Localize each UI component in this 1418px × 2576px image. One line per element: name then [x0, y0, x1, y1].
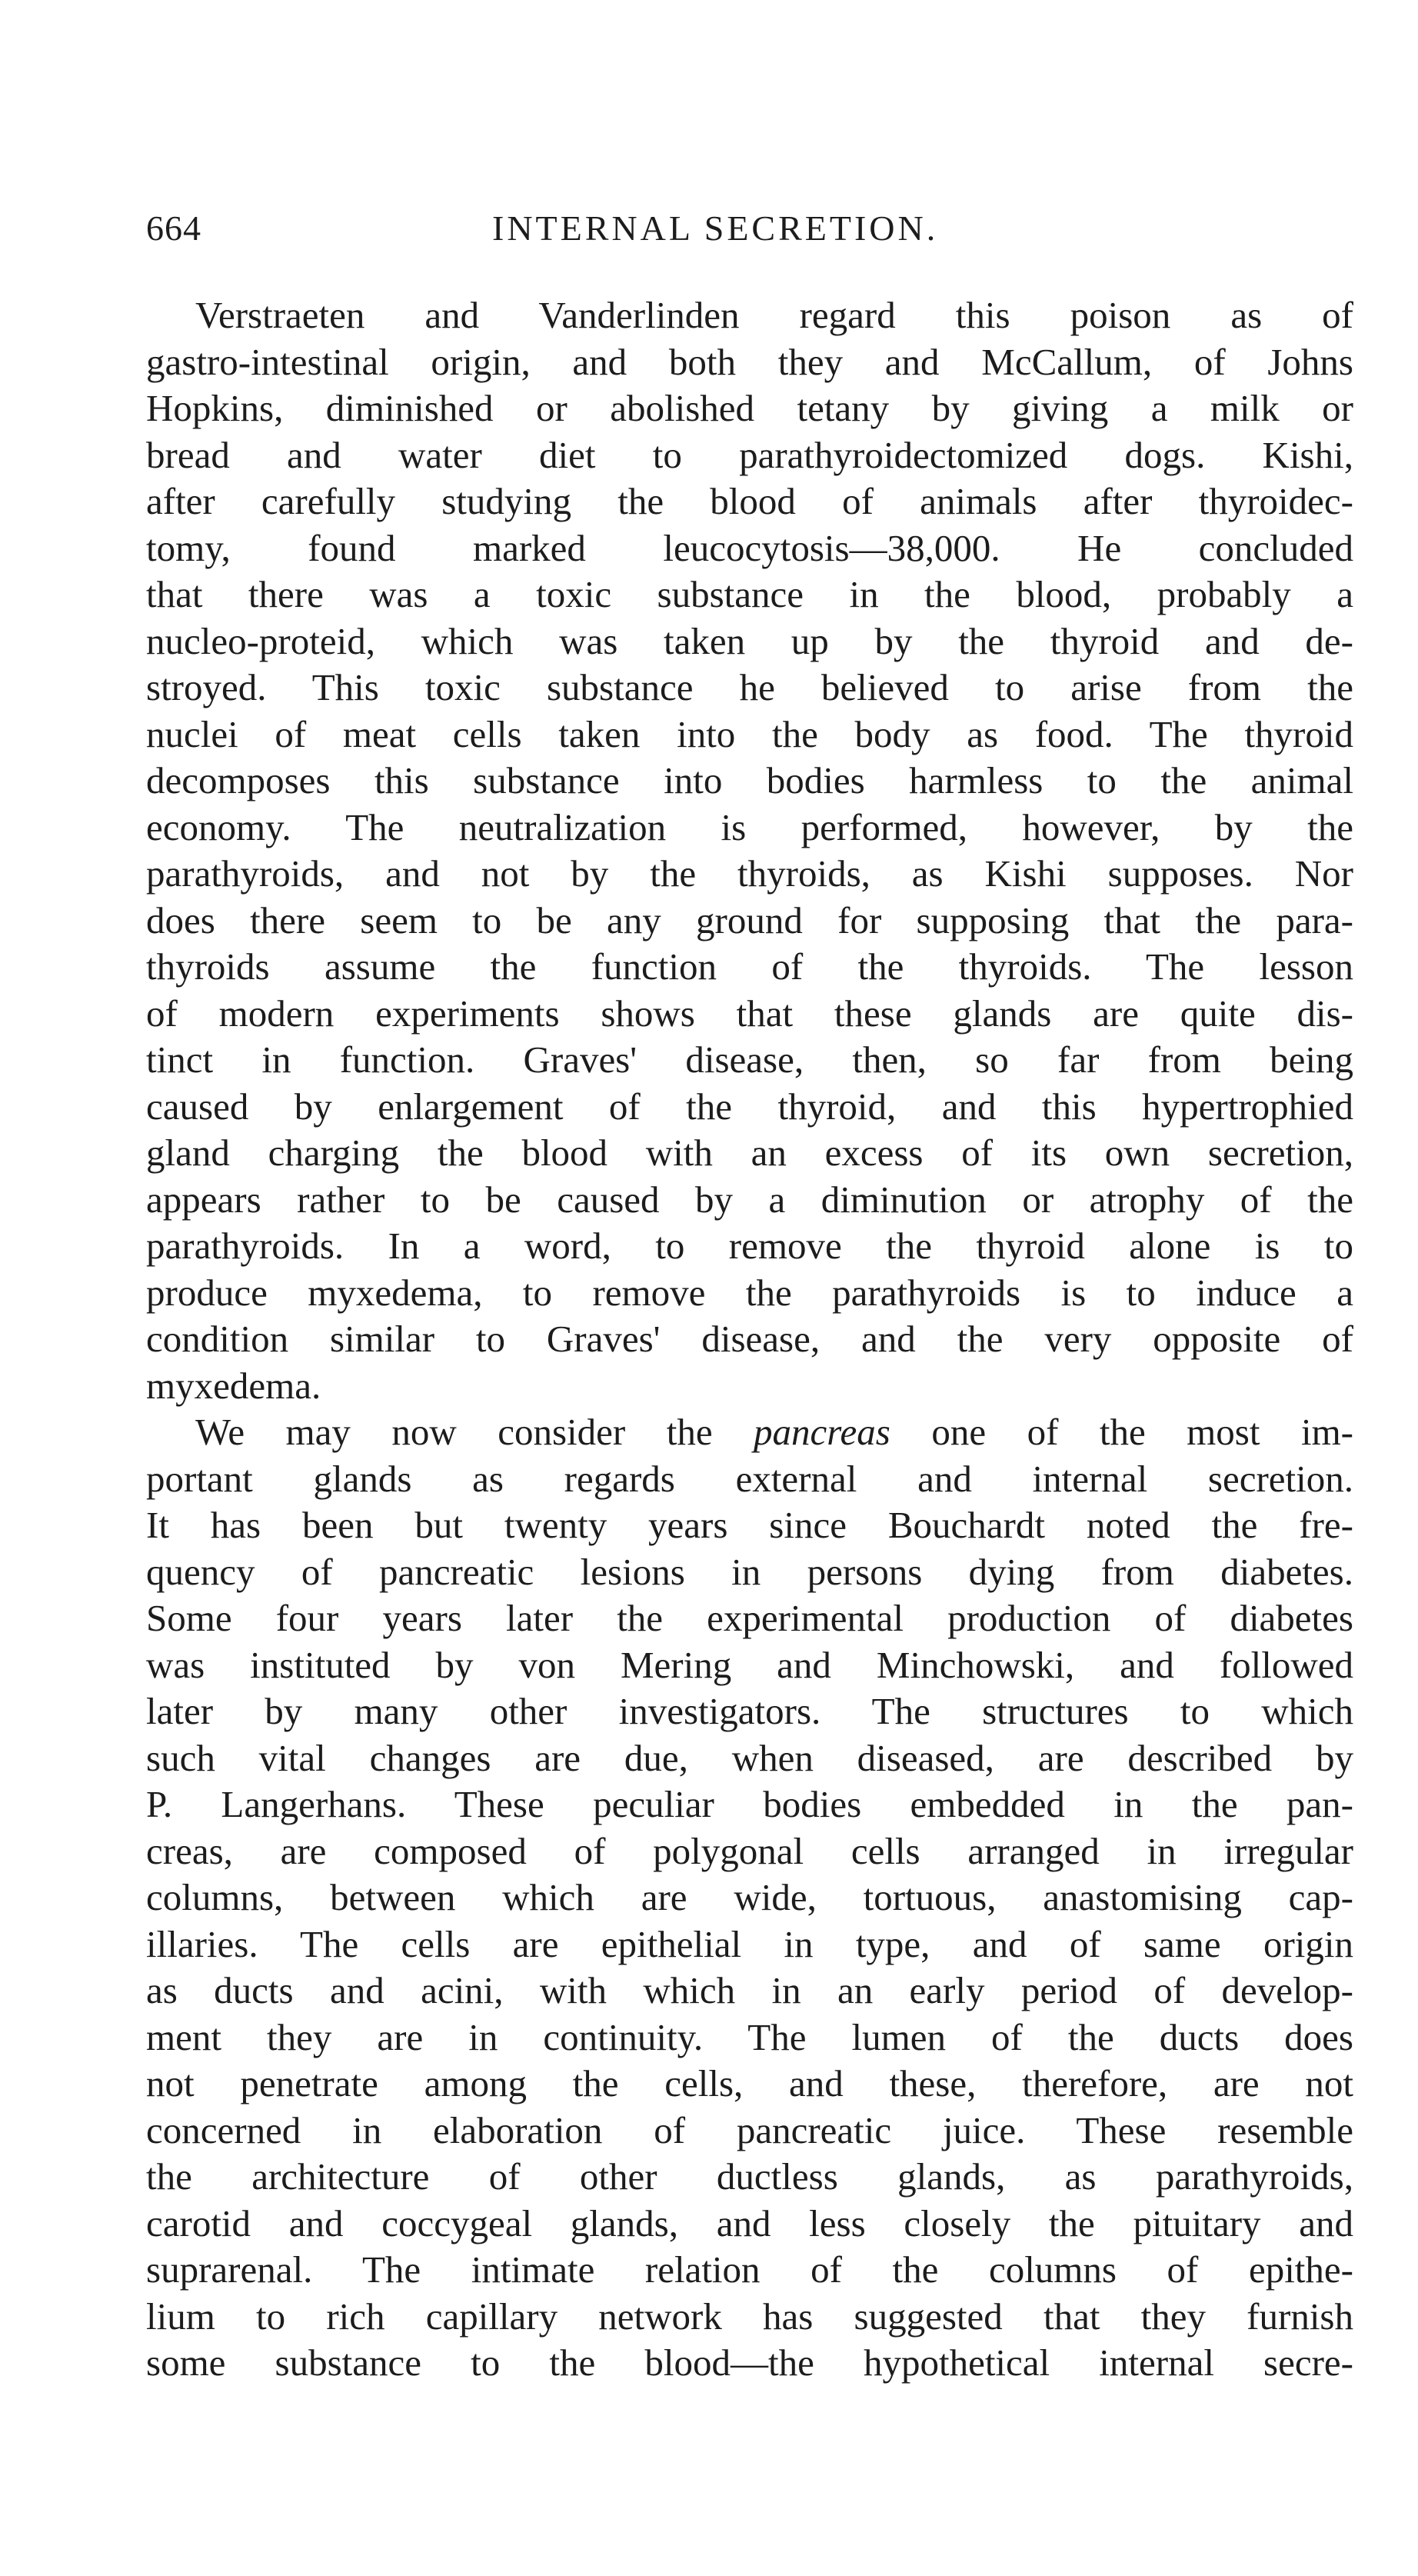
text-line: caused by enlargement of the thyroid, and this hypertrophied — [146, 1085, 1353, 1128]
text-line: concerned in elaboration of pancreatic juice. These resemble — [146, 2108, 1353, 2151]
text-line: ment they are in continuity. The lumen of the ducts does — [146, 2015, 1353, 2058]
text-line: gastro-intestinal origin, and both they and McCallum, of Johns — [146, 340, 1353, 383]
text-line: condition similar to Graves' disease, and the very opposite of — [146, 1318, 1353, 1360]
text-line: P. Langerhans. These peculiar bodies embedded in the pan- — [146, 1783, 1353, 1825]
text-line: Hopkins, diminished or abolished tetany by giving a milk or — [146, 387, 1353, 429]
text-line: portant glands as regards external and internal secretion. — [146, 1457, 1353, 1500]
text-line: produce myxedema, to remove the parathyroids is to induce a — [146, 1271, 1353, 1314]
text-line: quency of pancreatic lesions in persons dying from diabetes. — [146, 1550, 1353, 1593]
body-text — [146, 292, 1353, 2387]
text-line: columns, between which are wide, tortuous, anastomising cap- — [146, 1876, 1353, 1918]
text-line: does there seem to be any ground for supposing that the para- — [146, 898, 1353, 941]
text-line: illaries. The cells are epithelial in type, and of same origin — [146, 1922, 1353, 1965]
text-line: parathyroids. In a word, to remove the thyroid alone is to — [146, 1225, 1353, 1267]
text-line: Some four years later the experimental production of diabetes — [146, 1597, 1353, 1639]
text-line: decomposes this substance into bodies harmless to the animal — [146, 759, 1353, 801]
text-line: appears rather to be caused by a diminution or atrophy of the — [146, 1178, 1353, 1221]
text-run: one of the most im- — [890, 1411, 1353, 1453]
text-line: later by many other investigators. The structures to which — [146, 1690, 1353, 1732]
text-line — [146, 1409, 1353, 1456]
text-line: It has been but twenty years since Bouchardt noted the fre- — [146, 1504, 1353, 1546]
text-line: thyroids assume the function of the thyroids. The lesson — [146, 945, 1353, 988]
page-number: 664 — [146, 208, 201, 248]
text-line: of modern experiments shows that these glands are quite dis- — [146, 991, 1353, 1035]
text-line: creas, are composed of polygonal cells arranged in irregular — [146, 1829, 1353, 1872]
text-line: as ducts and acini, with which in an early period of develop- — [146, 1969, 1353, 2011]
text-line: suprarenal. The intimate relation of the columns of epithe- — [146, 2248, 1353, 2291]
text-line: stroyed. This toxic substance he believed to arise from the — [146, 666, 1353, 708]
text-line: was instituted by von Mering and Minchowski, and followed — [146, 1643, 1353, 1686]
text-line: carotid and coccygeal glands, and less closely the pituitary and — [146, 2201, 1353, 2244]
text-line: bread and water diet to parathyroidectomized dogs. Kishi, — [146, 433, 1353, 476]
text-line: parathyroids, and not by the thyroids, as Kishi supposes. Nor — [146, 852, 1353, 895]
text-line: gland charging the blood with an excess of its own secretion, — [146, 1131, 1353, 1174]
text-line: tomy, found marked leucocytosis—38,000. He concluded — [146, 526, 1353, 569]
text-line: Verstraeten and Vanderlinden regard this poison as of — [195, 294, 1353, 336]
text-line: not penetrate among the cells, and these, therefore, are not — [146, 2062, 1353, 2104]
text-line: nuclei of meat cells taken into the body as food. The thyroid — [146, 712, 1353, 755]
text-line: economy. The neutralization is performed, however, by the — [146, 805, 1353, 848]
text-line: the architecture of other ductless glands, as parathyroids, — [146, 2155, 1353, 2198]
text-line: such vital changes are due, when diseased, are described by — [146, 1736, 1353, 1779]
page-header — [146, 208, 1346, 262]
text-line: tinct in function. Graves' disease, then, so far from being — [146, 1038, 1353, 1081]
text-line: that there was a toxic substance in the blood, probably a — [146, 573, 1353, 615]
text-line: lium to rich capillary network has suggested that they furnish — [146, 2294, 1353, 2338]
text-line: myxedema. — [146, 1364, 321, 1407]
italic-term: pancreas — [754, 1411, 890, 1453]
text-line: some substance to the blood—the hypothetical internal secre- — [146, 2341, 1353, 2384]
text-line: after carefully studying the blood of animals after thyroidec- — [146, 480, 1353, 522]
text-run: We may now consider the — [195, 1411, 754, 1453]
running-head: INTERNAL SECRETION. — [492, 208, 939, 248]
text-line: nucleo-proteid, which was taken up by the thyroid and de- — [146, 619, 1353, 662]
